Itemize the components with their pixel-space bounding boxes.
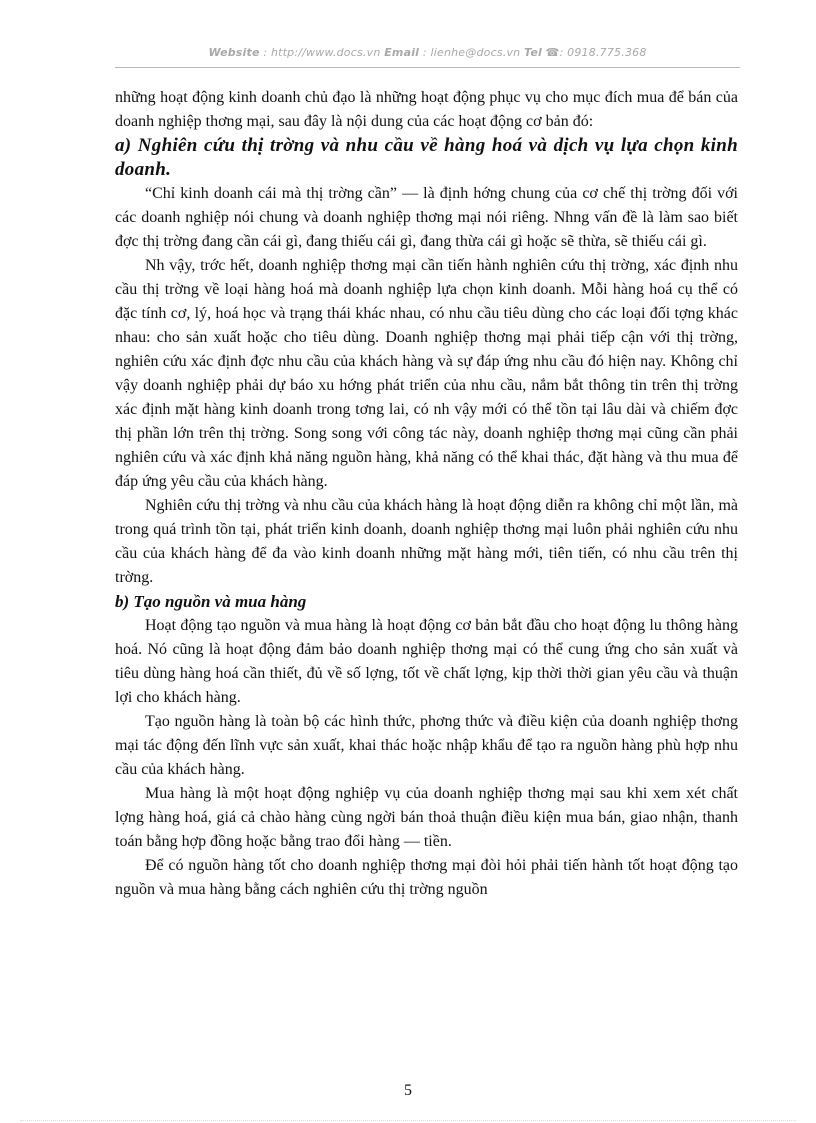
- email-value: : lienhe@docs.vn: [422, 46, 521, 59]
- page-number: 5: [404, 1082, 412, 1099]
- header-divider: [115, 67, 740, 68]
- section-heading-b: b) Tạo nguồn và mua hàng: [115, 592, 307, 611]
- page-bottom-edge: [20, 1120, 796, 1121]
- tel-label: Tel: [524, 46, 542, 59]
- paragraph-2: Nh vậy, trớc hết, doanh nghiệp thơng mại cần tiến hành nghiên cứu thị trờng, xác định nhu cầu thị trờng về loại hàng hoá mà doanh nghiệp lựa chọn kinh doanh. Mỗi hàng hoá cụ thể có đặc tính cơ, lý, hoá học và trạng thái khác nhau, có nhu cầu tiêu dùng cho các loại đối tợng khác nhau: cho sản xuất hoặc cho tiêu dùng. Doanh nghiệp thơng mại phải tiếp cận với thị trờng, nghiên cứu xác định đợc nhu cầu của khách hàng và sự đáp ứng nhu cầu đó hiện nay. Không chỉ vậy doanh nghiệp phải dự báo xu hớng phát triển của nhu cầu, nắm bắt thông tin trên thị trờng xác định mặt hàng kinh doanh trong tơng lai, có nh vậy mới có thể tồn tại lâu dài và chiếm đợc thị phần lớn trên thị trờng. Song song với công tác này, doanh nghiệp thơng mại cũng cần phải nghiên cứu và xác định khả năng nguồn hàng, khả năng có thể khai thác, đặt hàng và thu mua để đáp ứng yêu cầu của khách hàng.: [115, 257, 738, 490]
- paragraph-6: Mua hàng là một hoạt động nghiệp vụ của doanh nghiệp thơng mại sau khi xem xét chất lợng hàng hoá, giá cả chào hàng cùng ngời bán thoả thuận điều kiện mua bán, giao nhận, thanh toán bằng hợp đồng hoặc bằng trao đổi hàng — tiền.: [115, 785, 738, 850]
- paragraph-1: “Chỉ kinh doanh cái mà thị trờng cần” — là định hớng chung của cơ chế thị trờng đối với các doanh nghiệp nói chung và doanh nghiệp thơng mại nói riêng. Nhng vấn đề là làm sao biết đợc thị trờng đang cần cái gì, đang thiếu cái gì, đang thừa cái gì hoặc sẽ thừa, sẽ thiếu cái gì.: [115, 185, 738, 250]
- document-body: [115, 86, 738, 902]
- phone-icon: ☎: [545, 46, 560, 59]
- page-header: [115, 46, 740, 66]
- email-label: Email: [384, 46, 420, 59]
- paragraph-3: Nghiên cứu thị trờng và nhu cầu của khách hàng là hoạt động diễn ra không chỉ một lần, mà trong quá trình tồn tại, phát triển kinh doanh, doanh nghiệp thơng mại luôn phải nghiên cứu nhu cầu của khách hàng để đa vào kinh doanh những mặt hàng mới, tiên tiến, có nhu cầu trên thị trờng.: [115, 497, 738, 586]
- website-label: Website: [208, 46, 260, 59]
- section-heading-a: a) Nghiên cứu thị trờng và nhu cầu về hàng hoá và dịch vụ lựa chọn kinh doanh.: [115, 135, 738, 180]
- website-value: : http://www.docs.vn: [263, 46, 381, 59]
- paragraph-7: Để có nguồn hàng tốt cho doanh nghiệp thơng mại đòi hỏi phải tiến hành tốt hoạt động tạo nguồn và mua hàng bằng cách nghiên cứu thị trờng nguồn: [115, 857, 738, 898]
- intro-paragraph: những hoạt động kinh doanh chủ đạo là những hoạt động phục vụ cho mục đích mua để bán của doanh nghiệp thơng mại, sau đây là nội dung của các hoạt động cơ bản đó:: [115, 89, 738, 130]
- paragraph-4: Hoạt động tạo nguồn và mua hàng là hoạt động cơ bản bắt đầu cho hoạt động lu thông hàng hoá. Nó cũng là hoạt động đảm bảo doanh nghiệp thơng mại có thể cung ứng cho sản xuất và tiêu dùng hàng hoá cần thiết, đủ về số lợng, tốt về chất lợng, kịp thời thời gian yêu cầu và thuận lợi cho khách hàng.: [115, 617, 738, 706]
- paragraph-5: Tạo nguồn hàng là toàn bộ các hình thức, phơng thức và điều kiện của doanh nghiệp thơng mại tác động đến lĩnh vực sản xuất, khai thác hoặc nhập khẩu để tạo ra nguồn hàng phù hợp nhu cầu của khách hàng.: [115, 713, 738, 778]
- tel-value: : 0918.775.368: [559, 46, 647, 59]
